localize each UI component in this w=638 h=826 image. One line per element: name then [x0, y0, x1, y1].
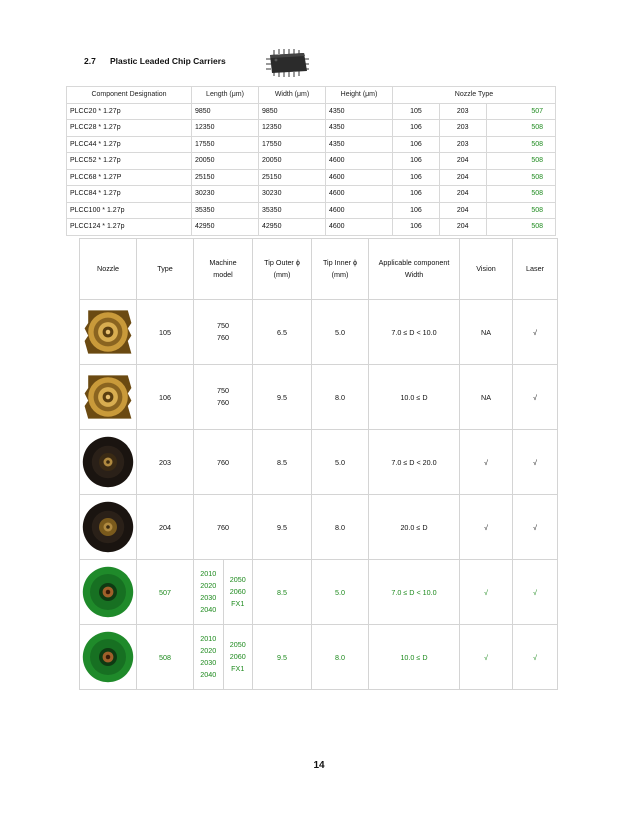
tip-outer-cell: 6.5 [253, 300, 312, 365]
tip-inner-cell: 5.0 [312, 560, 369, 625]
type-cell: 204 [137, 495, 194, 560]
machine-model: 2020 [200, 646, 217, 655]
machine-model-cell [194, 560, 253, 625]
applicable-width-cell: 10.0 ≤ D [369, 365, 460, 430]
col-laser: Laser [513, 239, 558, 300]
plcc-dimensions-table [66, 86, 556, 236]
nozzle-spec-table [79, 238, 558, 690]
table-cell: 106 [393, 169, 440, 186]
machine-model-cell: 760 [194, 495, 253, 560]
tip-inner-cell: 5.0 [312, 430, 369, 495]
table-cell: 9850 [259, 103, 326, 120]
tip-outer-cell: 9.5 [253, 365, 312, 430]
table-cell: 204 [439, 153, 486, 170]
table-cell: 106 [393, 120, 440, 137]
type-cell: 507 [137, 560, 194, 625]
col-applicable-width-line1: Applicable component [378, 258, 450, 267]
machine-model: 2060 [229, 652, 246, 661]
table-cell: 42950 [192, 219, 259, 236]
laser-cell: √ [513, 430, 558, 495]
col-applicable-width [369, 239, 460, 300]
nozzle-105-image [81, 305, 135, 359]
applicable-width-cell: 7.0 ≤ D < 10.0 [369, 560, 460, 625]
col-tip-inner-line2: (mm) [331, 270, 349, 279]
machine-model-cell [194, 365, 253, 430]
vision-cell: NA [460, 365, 513, 430]
table-row [80, 365, 558, 430]
table-cell: 20050 [259, 153, 326, 170]
table-cell: 508 [486, 169, 555, 186]
table-cell: PLCC20 * 1.27p [67, 103, 192, 120]
tip-outer-cell: 9.5 [253, 625, 312, 690]
table-cell: 4600 [326, 186, 393, 203]
table-cell: 203 [439, 136, 486, 153]
table-cell: 508 [486, 136, 555, 153]
table-header-row [67, 87, 556, 104]
page-number: 14 [313, 760, 325, 771]
col-machine-model-line1: Machine [209, 258, 237, 267]
table-cell: 12350 [192, 120, 259, 137]
table-cell: PLCC52 * 1.27p [67, 153, 192, 170]
nozzle-204-image [81, 500, 135, 554]
applicable-width-cell: 7.0 ≤ D < 10.0 [369, 300, 460, 365]
section-title: Plastic Leaded Chip Carriers [110, 56, 226, 66]
machine-model: 2020 [200, 581, 217, 590]
machine-model: 2010 [200, 569, 217, 578]
vision-cell: √ [460, 625, 513, 690]
machine-model-list [194, 385, 252, 409]
table-row [67, 169, 556, 186]
nozzle-106-image [81, 370, 135, 424]
table-cell: 203 [439, 120, 486, 137]
table-cell: 20050 [192, 153, 259, 170]
machine-model: 2060 [229, 587, 246, 596]
machine-model: 760 [217, 333, 229, 342]
applicable-width-cell: 7.0 ≤ D < 20.0 [369, 430, 460, 495]
table-cell: 508 [486, 202, 555, 219]
type-cell: 106 [137, 365, 194, 430]
table-row [67, 136, 556, 153]
table-cell: PLCC28 * 1.27p [67, 120, 192, 137]
col-nozzle: Nozzle [80, 239, 137, 300]
col-tip-outer-line2: (mm) [273, 270, 291, 279]
table-cell: 12350 [259, 120, 326, 137]
machine-model-cell [194, 300, 253, 365]
table-row [67, 120, 556, 137]
machine-model-right [224, 639, 253, 675]
machine-model: FX1 [231, 599, 245, 608]
machine-model: 750 [217, 386, 229, 395]
col-vision: Vision [460, 239, 513, 300]
table-cell: 42950 [259, 219, 326, 236]
table-cell: 508 [486, 120, 555, 137]
col-tip-outer [253, 239, 312, 300]
col-width: Width (μm) [259, 87, 326, 104]
tip-outer-cell: 8.5 [253, 430, 312, 495]
machine-model: FX1 [231, 664, 245, 673]
table-cell: PLCC100 * 1.27p [67, 202, 192, 219]
table-cell: PLCC68 * 1.27P [67, 169, 192, 186]
tip-inner-cell: 5.0 [312, 300, 369, 365]
table-row [80, 300, 558, 365]
table-cell: 508 [486, 186, 555, 203]
machine-model: 2040 [200, 605, 217, 614]
machine-model: 750 [217, 321, 229, 330]
laser-cell: √ [513, 560, 558, 625]
laser-cell: √ [513, 495, 558, 560]
col-component-designation: Component Designation [67, 87, 192, 104]
nozzle-507-image [81, 565, 135, 619]
table-row [80, 495, 558, 560]
col-tip-inner-line1: Tip Inner ϕ [322, 258, 358, 267]
machine-model: 2030 [200, 658, 217, 667]
col-length: Length (μm) [192, 87, 259, 104]
nozzle-image-cell [80, 300, 137, 365]
machine-model: 2040 [200, 670, 217, 679]
machine-model: 2010 [200, 634, 217, 643]
machine-model: 2050 [229, 575, 246, 584]
col-tip-outer-line1: Tip Outer ϕ [264, 258, 300, 267]
vision-cell: √ [460, 430, 513, 495]
machine-model-split [194, 625, 252, 689]
machine-model-list [194, 320, 252, 344]
table-cell: 508 [486, 153, 555, 170]
nozzle-image-cell [80, 625, 137, 690]
table-cell: 106 [393, 153, 440, 170]
col-height: Height (μm) [326, 87, 393, 104]
table-cell: 4600 [326, 169, 393, 186]
table-row [80, 625, 558, 690]
table-cell: PLCC84 * 1.27p [67, 186, 192, 203]
table-row [67, 103, 556, 120]
col-tip-inner [312, 239, 369, 300]
table-cell: 25150 [192, 169, 259, 186]
table-cell: 4350 [326, 136, 393, 153]
table-cell: 4600 [326, 219, 393, 236]
vision-cell: √ [460, 560, 513, 625]
table-cell: 25150 [259, 169, 326, 186]
col-machine-model [194, 239, 253, 300]
table-cell: 4350 [326, 103, 393, 120]
table-cell: 508 [486, 219, 555, 236]
applicable-width-cell: 20.0 ≤ D [369, 495, 460, 560]
table-cell: 106 [393, 219, 440, 236]
table-cell: PLCC44 * 1.27p [67, 136, 192, 153]
table-cell: 4600 [326, 153, 393, 170]
applicable-width-cell: 10.0 ≤ D [369, 625, 460, 690]
laser-cell: √ [513, 300, 558, 365]
table-cell: PLCC124 * 1.27p [67, 219, 192, 236]
nozzle-image-cell [80, 495, 137, 560]
machine-model-cell [194, 625, 253, 690]
laser-cell: √ [513, 365, 558, 430]
col-type: Type [137, 239, 194, 300]
col-applicable-width-line2: Width [404, 270, 424, 279]
nozzle-image-cell [80, 365, 137, 430]
table-row [67, 202, 556, 219]
nozzle-image-cell [80, 430, 137, 495]
tip-outer-cell: 8.5 [253, 560, 312, 625]
nozzle-508-image [81, 630, 135, 684]
tip-inner-cell: 8.0 [312, 365, 369, 430]
table-header-row [80, 239, 558, 300]
machine-model-split [194, 560, 252, 624]
table-cell: 35350 [192, 202, 259, 219]
machine-model-cell: 760 [194, 430, 253, 495]
tip-inner-cell: 8.0 [312, 495, 369, 560]
table-row [67, 219, 556, 236]
table-cell: 17550 [259, 136, 326, 153]
table-cell: 9850 [192, 103, 259, 120]
machine-model: 760 [217, 398, 229, 407]
machine-model-left [194, 625, 224, 689]
col-machine-model-line2: model [213, 270, 233, 279]
table-cell: 4350 [326, 120, 393, 137]
table-cell: 105 [393, 103, 440, 120]
nozzle-203-image [81, 435, 135, 489]
machine-model: 2030 [200, 593, 217, 602]
section-number: 2.7 [84, 56, 96, 66]
plcc-chip-image [264, 48, 312, 78]
type-cell: 508 [137, 625, 194, 690]
table-cell: 35350 [259, 202, 326, 219]
type-cell: 203 [137, 430, 194, 495]
table-cell: 106 [393, 186, 440, 203]
table-row [80, 430, 558, 495]
table-row [67, 186, 556, 203]
type-cell: 105 [137, 300, 194, 365]
machine-model-left [194, 560, 224, 624]
table-cell: 4600 [326, 202, 393, 219]
table-cell: 30230 [259, 186, 326, 203]
col-nozzle-type: Nozzle Type [393, 87, 556, 104]
table-cell: 203 [439, 103, 486, 120]
table-cell: 204 [439, 202, 486, 219]
tip-outer-cell: 9.5 [253, 495, 312, 560]
table-cell: 17550 [192, 136, 259, 153]
machine-model: 2050 [229, 640, 246, 649]
machine-model-right [224, 574, 253, 610]
table-cell: 204 [439, 186, 486, 203]
vision-cell: NA [460, 300, 513, 365]
table-row [80, 560, 558, 625]
table-cell: 204 [439, 219, 486, 236]
table-row [67, 153, 556, 170]
tip-inner-cell: 8.0 [312, 625, 369, 690]
table-cell: 204 [439, 169, 486, 186]
table-cell: 507 [486, 103, 555, 120]
table-cell: 106 [393, 136, 440, 153]
laser-cell: √ [513, 625, 558, 690]
table-cell: 30230 [192, 186, 259, 203]
vision-cell: √ [460, 495, 513, 560]
table-cell: 106 [393, 202, 440, 219]
nozzle-image-cell [80, 560, 137, 625]
